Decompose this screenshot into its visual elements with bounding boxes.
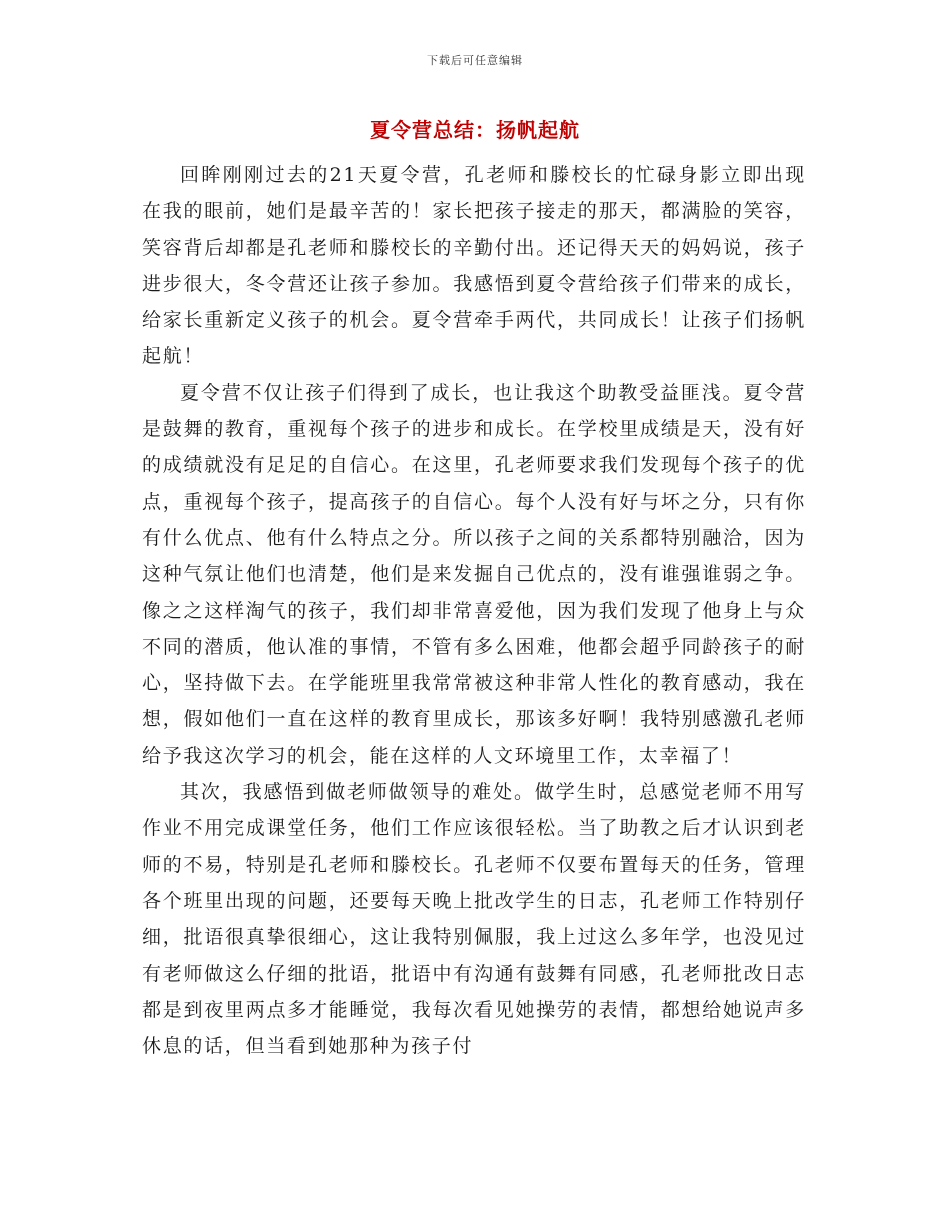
paragraph: 夏令营不仅让孩子们得到了成长，也让我这个助教受益匪浅。夏令营是鼓舞的教育，重视每个孩子的进步和成长。在学校里成绩是天，没有好的成绩就没有足足的自信心。在这里，孔老师要求我们发现每个孩子的优点，重视每个孩子，提高孩子的自信心。每个人没有好与坏之分，只有你有什么优点、他有什么特点之分。所以孩子之间的关系都特别融洽，因为这种气氛让他们也清楚，他们是来发掘自己优点的，没有谁强谁弱之争。像之之这样淘气的孩子，我们却非常喜爱他，因为我们发现了他身上与众不同的潜质，他认准的事情，不管有多么困难，他都会超乎同龄孩子的耐心，坚持做下去。在学能班里我常常被这种非常人性化的教育感动，我在想，假如他们一直在这样的教育里成长，那该多好啊！我特别感激孔老师给予我这次学习的机会，能在这样的人文环境里工作，太幸福了！ bbox=[142, 381, 806, 767]
header-note: 下载后可任意编辑 bbox=[427, 54, 523, 67]
document-body bbox=[142, 157, 806, 1064]
paragraph: 其次，我感悟到做老师做领导的难处。做学生时，总感觉老师不用写作业不用完成课堂任务，他们工作应该很轻松。当了助教之后才认识到老师的不易，特别是孔老师和滕校长。孔老师不仅要布置每天的任务，管理各个班里出现的问题，还要每天晚上批改学生的日志，孔老师工作特别仔细，批语很真挚很细心，这让我特别佩服，我上过这么多年学，也没见过有老师做这么仔细的批语，批语中有沟通有鼓舞有同感，孔老师批改日志都是到夜里两点多才能睡觉，我每次看见她操劳的表情，都想给她说声多休息的话，但当看到她那种为孩子付 bbox=[142, 781, 806, 1058]
document-title: 夏令营总结：扬帆起航 bbox=[370, 118, 580, 142]
paragraph: 回眸刚刚过去的21天夏令营，孔老师和滕校长的忙碌身影立即出现在我的眼前，她们是最辛苦的！家长把孩子接走的那天，都满脸的笑容，笑容背后却都是孔老师和滕校长的辛勤付出。还记得天天的妈妈说，孩子进步很大，冬令营还让孩子参加。我感悟到夏令营给孩子们带来的成长，给家长重新定义孩子的机会。夏令营牵手两代，共同成长！让孩子们扬帆起航！ bbox=[142, 164, 806, 368]
